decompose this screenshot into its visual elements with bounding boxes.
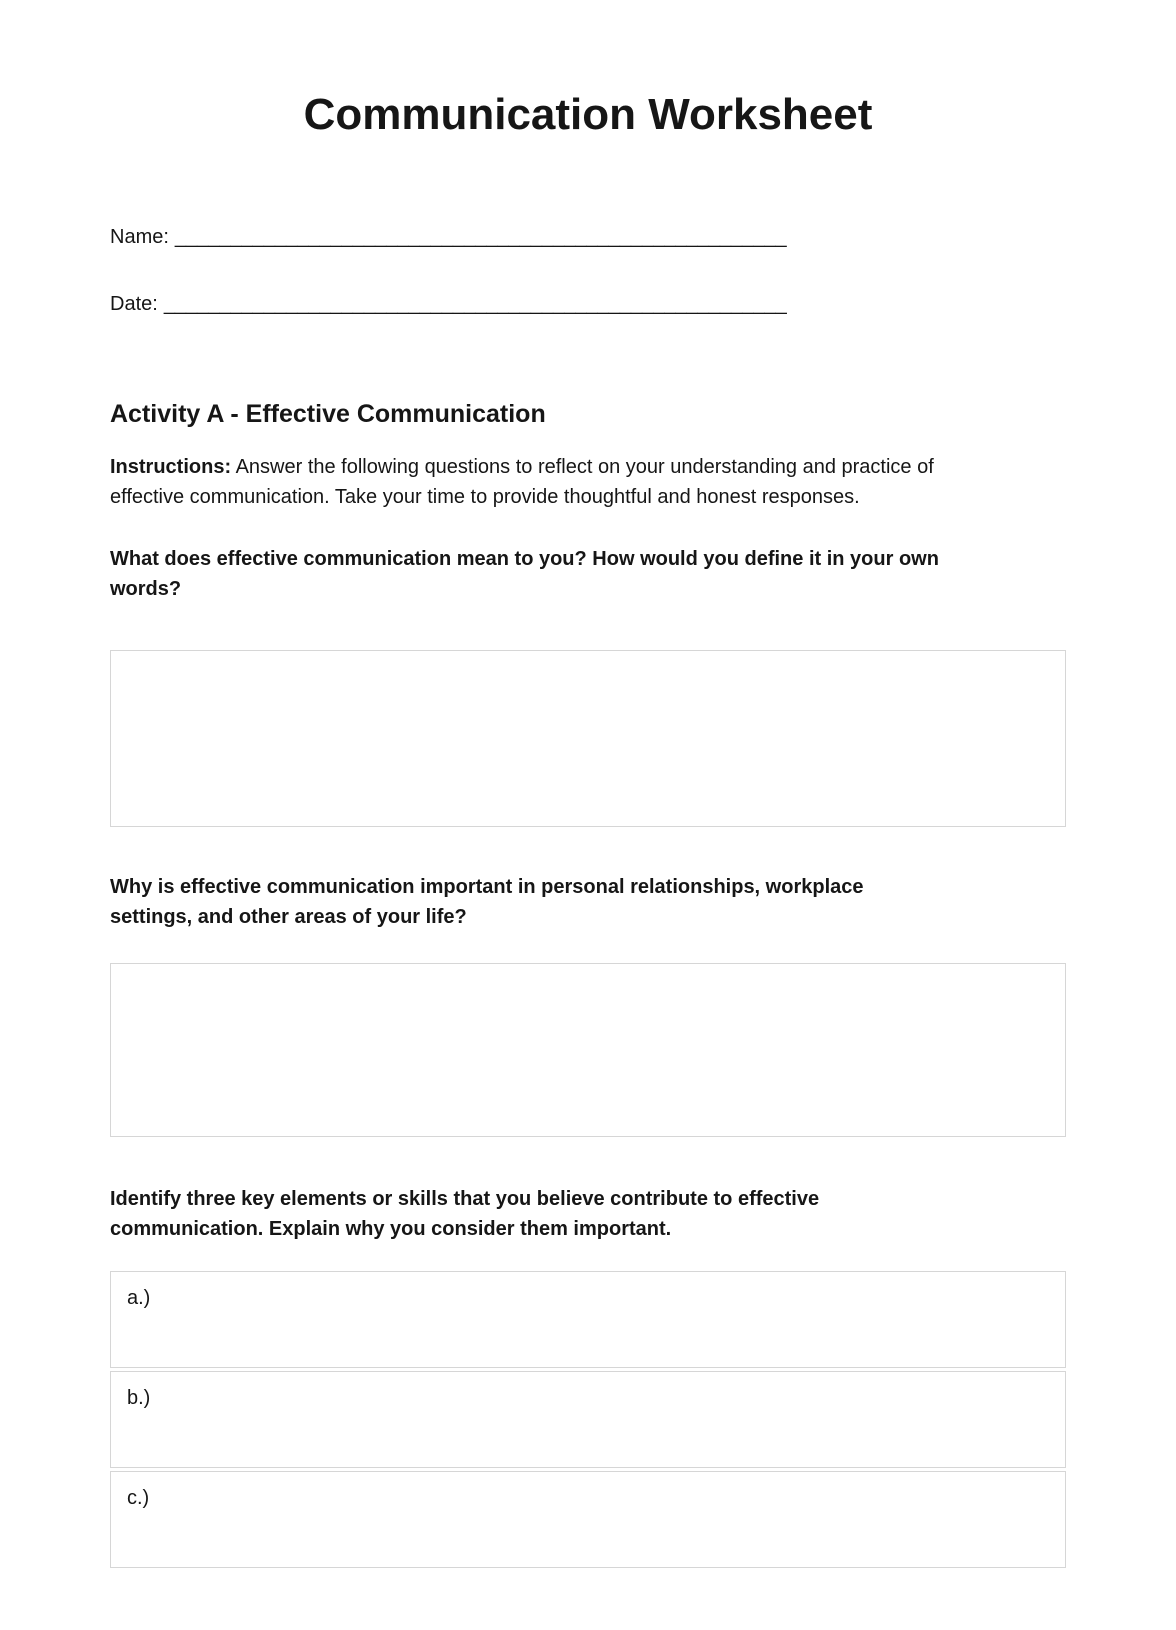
date-line[interactable]: ________________________________________________________: [163, 293, 787, 315]
part-label-b: b.): [127, 1387, 151, 1409]
question-3-line-1: Identify three key elements or skills that you believe contribute to effective: [110, 1188, 820, 1210]
parts-group: [110, 1271, 1066, 1568]
question-2: [110, 872, 1066, 932]
page-title: Communication Worksheet: [303, 90, 873, 139]
date-label: Date:: [110, 293, 158, 315]
instructions-label: Instructions:: [110, 456, 232, 478]
question-3-line-2: communication. Explain why you consider them important.: [110, 1218, 672, 1240]
name-field-row: [110, 225, 1066, 249]
date-field-row: [110, 292, 1066, 316]
worksheet-page: [110, 0, 1066, 1568]
instructions-line-1: [110, 452, 1066, 482]
question-1-line-1: What does effective communication mean to you? How would you define it in your own: [110, 548, 939, 570]
instructions-text-2: effective communication. Take your time to provide thoughtful and honest responses.: [110, 486, 860, 508]
question-3: [110, 1184, 1066, 1244]
instructions-paragraph: [110, 452, 1066, 512]
answer-box-3b[interactable]: [110, 1371, 1066, 1468]
question-1: [110, 544, 1066, 604]
instructions-text-1: Answer the following questions to reflect on your understanding and practice of: [235, 456, 934, 478]
answer-box-3c[interactable]: [110, 1471, 1066, 1568]
answer-box-1[interactable]: [110, 650, 1066, 827]
name-label: Name:: [110, 226, 169, 248]
name-line[interactable]: _______________________________________________________: [174, 226, 787, 248]
question-2-line-2: settings, and other areas of your life?: [110, 906, 467, 928]
answer-box-2[interactable]: [110, 963, 1066, 1137]
answer-box-3a[interactable]: [110, 1271, 1066, 1368]
part-label-a: a.): [127, 1287, 151, 1309]
question-2-line-1: Why is effective communication important in personal relationships, workplace: [110, 876, 864, 898]
part-label-c: c.): [127, 1487, 150, 1509]
activity-heading: Activity A - Effective Communication: [110, 400, 546, 428]
question-1-line-2: words?: [110, 578, 182, 600]
